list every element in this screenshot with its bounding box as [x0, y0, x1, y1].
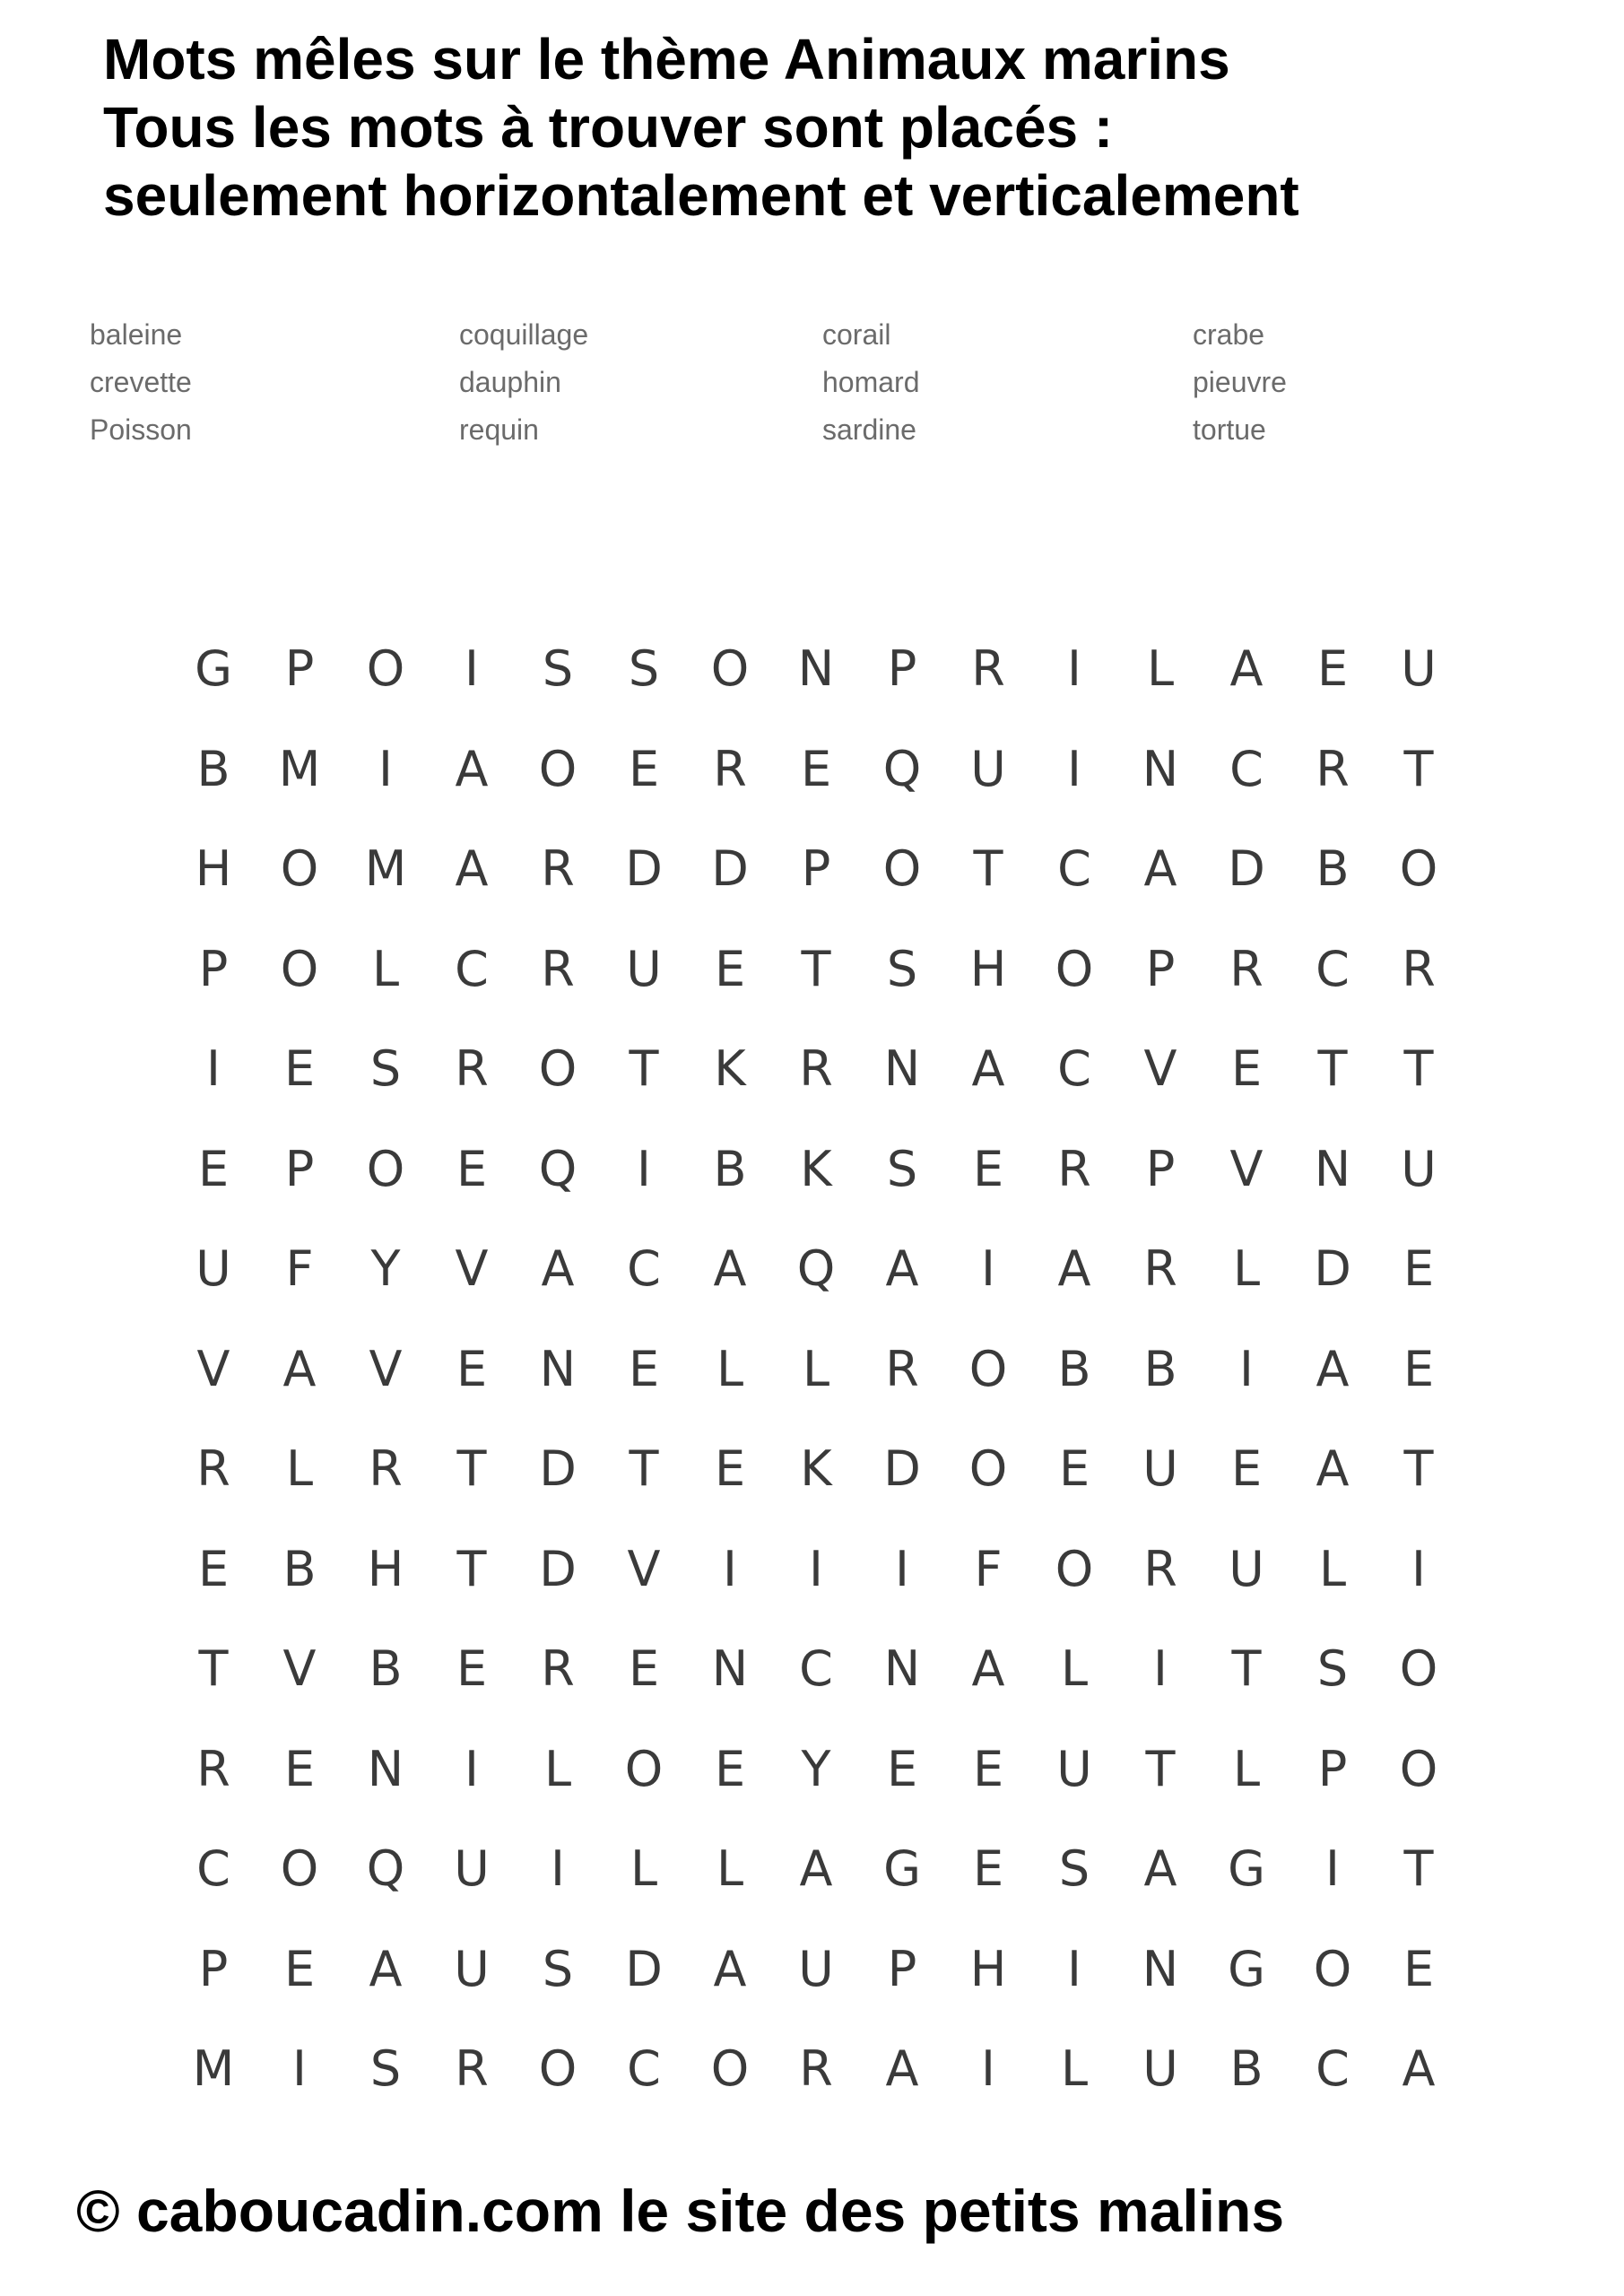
grid-letter[interactable]: B	[1229, 2040, 1264, 2098]
grid-letter[interactable]: O	[624, 1740, 664, 1797]
grid-letter[interactable]: O	[1399, 840, 1438, 898]
word-list-item: baleine	[90, 318, 183, 351]
grid-letter[interactable]: N	[1142, 1940, 1179, 1997]
grid-letter[interactable]: V	[627, 1540, 661, 1597]
letter-grid	[170, 619, 1462, 2119]
grid-letter[interactable]: A	[455, 740, 489, 797]
word-list-item: requin	[459, 413, 539, 446]
grid-letter[interactable]: C	[455, 940, 489, 997]
grid-letter[interactable]: R	[369, 1440, 403, 1498]
grid-letter[interactable]: U	[1229, 1540, 1264, 1597]
grid-letter[interactable]: A	[799, 1840, 833, 1898]
grid-letter[interactable]: O	[710, 2040, 750, 2098]
grid-letter[interactable]: T	[1403, 1840, 1434, 1898]
grid-letter[interactable]: A	[1316, 1340, 1350, 1397]
grid-letter[interactable]: R	[541, 940, 575, 997]
grid-letter[interactable]: L	[285, 1440, 314, 1498]
grid-letter[interactable]: L	[1232, 1740, 1261, 1797]
word-list-item: dauphin	[459, 366, 561, 398]
word-list-item: crabe	[1193, 318, 1265, 351]
grid-letter[interactable]: A	[1057, 1240, 1091, 1298]
grid-letter[interactable]: D	[539, 1440, 577, 1498]
grid-letter[interactable]: I	[1067, 640, 1081, 698]
grid-letter[interactable]: C	[627, 1240, 661, 1298]
grid-letter[interactable]: R	[799, 1040, 833, 1098]
grid-letter[interactable]: A	[369, 1940, 403, 1997]
grid-letter[interactable]: I	[637, 1140, 651, 1197]
grid-letter[interactable]: T	[801, 940, 831, 997]
grid-letter[interactable]: A	[455, 840, 489, 898]
grid-letter[interactable]: S	[1316, 1640, 1349, 1698]
grid-letter[interactable]: O	[968, 1440, 1008, 1498]
grid-letter[interactable]: S	[1058, 1840, 1090, 1898]
grid-letter[interactable]: T	[456, 1440, 487, 1498]
grid-letter[interactable]: T	[1145, 1740, 1176, 1797]
grid-letter[interactable]: V	[1229, 1140, 1264, 1197]
grid-letter[interactable]: T	[1317, 1040, 1348, 1098]
grid-letter[interactable]: R	[885, 1340, 919, 1397]
grid-letter[interactable]: R	[1057, 1140, 1091, 1197]
grid-letter[interactable]: S	[886, 940, 918, 997]
grid-letter[interactable]: C	[1057, 1040, 1091, 1098]
grid-letter[interactable]: O	[882, 840, 922, 898]
grid-letter[interactable]: A	[1229, 640, 1264, 698]
grid-letter[interactable]: L	[716, 1340, 744, 1397]
grid-letter[interactable]: C	[1229, 740, 1264, 797]
grid-letter[interactable]: B	[1143, 1340, 1177, 1397]
grid-letter[interactable]: I	[551, 1840, 565, 1898]
grid-letter[interactable]: Q	[366, 1840, 405, 1898]
grid-letter[interactable]: E	[628, 740, 660, 797]
grid-letter[interactable]: G	[883, 1840, 921, 1898]
grid-letter[interactable]: I	[1067, 740, 1081, 797]
grid-letter[interactable]: U	[1401, 1140, 1437, 1197]
instruction-line-1: Tous les mots à trouver sont placés :	[103, 95, 1114, 160]
grid-letter[interactable]: L	[716, 1840, 744, 1898]
grid-letter[interactable]: R	[971, 640, 1005, 698]
grid-letter[interactable]: U	[1142, 2040, 1178, 2098]
copyright-footer: © caboucadin.com le site des petits malins	[76, 2178, 1285, 2244]
grid-letter[interactable]: L	[802, 1340, 830, 1397]
grid-letter[interactable]: M	[192, 2040, 235, 2098]
grid-letter[interactable]: E	[1316, 640, 1349, 698]
word-list-item: sardine	[822, 413, 916, 446]
instruction-line-2: seulement horizontalement et verticalement	[103, 163, 1299, 228]
grid-letter[interactable]: O	[1055, 1540, 1094, 1597]
grid-letter[interactable]: B	[369, 1640, 403, 1698]
grid-letter[interactable]: O	[538, 1040, 578, 1098]
grid-letter[interactable]: L	[543, 1740, 572, 1797]
grid-letter[interactable]: N	[711, 1640, 749, 1698]
grid-letter[interactable]: Q	[538, 1140, 578, 1197]
grid-letter[interactable]: U	[1056, 1740, 1092, 1797]
word-list-item: crevette	[90, 366, 192, 398]
grid-letter[interactable]: P	[887, 640, 917, 698]
grid-letter[interactable]: B	[1316, 840, 1350, 898]
grid-letter[interactable]: C	[1057, 840, 1091, 898]
grid-letter[interactable]: U	[1401, 640, 1437, 698]
grid-letter[interactable]: D	[539, 1540, 577, 1597]
grid-letter[interactable]: I	[1239, 1340, 1254, 1397]
grid-letter[interactable]: O	[1055, 940, 1094, 997]
grid-letter[interactable]: E	[628, 1340, 660, 1397]
grid-letter[interactable]: T	[973, 840, 1003, 898]
grid-letter[interactable]: O	[280, 940, 319, 997]
grid-letter[interactable]: K	[800, 1440, 832, 1498]
grid-letter[interactable]: R	[1402, 940, 1436, 997]
grid-letter[interactable]: V	[282, 1640, 317, 1698]
grid-letter[interactable]: L	[1318, 1540, 1347, 1597]
grid-letter[interactable]: A	[282, 1340, 317, 1397]
grid-letter[interactable]: E	[283, 1740, 316, 1797]
grid-letter[interactable]: E	[886, 1740, 918, 1797]
title-line: Mots mêles sur le thème Animaux marins	[103, 27, 1230, 91]
grid-letter[interactable]: P	[198, 940, 229, 997]
grid-letter[interactable]: R	[541, 1640, 575, 1698]
grid-letter[interactable]: T	[1403, 740, 1434, 797]
grid-letter[interactable]: Q	[796, 1240, 836, 1298]
grid-letter[interactable]: L	[630, 1840, 658, 1898]
grid-letter[interactable]: O	[366, 640, 405, 698]
grid-letter[interactable]: A	[1316, 1440, 1350, 1498]
grid-letter[interactable]: P	[284, 640, 315, 698]
word-list-item: coquillage	[459, 318, 589, 351]
grid-letter[interactable]: I	[465, 1740, 479, 1797]
grid-letter[interactable]: E	[972, 1840, 1004, 1898]
grid-letter[interactable]: S	[542, 640, 574, 698]
grid-letter[interactable]: H	[969, 1940, 1007, 1997]
grid-letter[interactable]: E	[628, 1640, 660, 1698]
grid-letter[interactable]: R	[455, 1040, 489, 1098]
grid-letter[interactable]: S	[369, 1040, 402, 1098]
grid-letter[interactable]: E	[1403, 1340, 1435, 1397]
word-list-item: tortue	[1193, 413, 1266, 446]
grid-letter[interactable]: I	[1153, 1640, 1168, 1698]
grid-letter[interactable]: N	[883, 1640, 921, 1698]
grid-letter[interactable]: R	[713, 740, 747, 797]
grid-letter[interactable]: A	[541, 1240, 575, 1298]
grid-letter[interactable]: U	[798, 1940, 834, 1997]
grid-letter[interactable]: A	[1402, 2040, 1436, 2098]
grid-letter[interactable]: I	[1411, 1540, 1426, 1597]
grid-letter[interactable]: A	[885, 2040, 919, 2098]
grid-letter[interactable]: D	[625, 840, 663, 898]
grid-letter[interactable]: C	[627, 2040, 661, 2098]
grid-letter[interactable]: E	[283, 1040, 316, 1098]
grid-letter[interactable]: O	[538, 740, 578, 797]
grid-letter[interactable]: I	[809, 1540, 823, 1597]
grid-letter[interactable]: Y	[370, 1240, 401, 1298]
grid-letter[interactable]: A	[713, 1940, 747, 1997]
grid-letter[interactable]: A	[885, 1240, 919, 1298]
grid-letter[interactable]: F	[974, 1540, 1003, 1597]
grid-letter[interactable]: D	[1228, 840, 1265, 898]
grid-letter[interactable]: E	[1058, 1440, 1090, 1498]
grid-letter[interactable]: I	[1067, 1940, 1081, 1997]
grid-letter[interactable]: P	[801, 840, 831, 898]
grid-letter[interactable]: L	[371, 940, 400, 997]
grid-letter[interactable]: R	[196, 1440, 230, 1498]
grid-letter[interactable]: D	[625, 1940, 663, 1997]
grid-letter[interactable]: S	[628, 640, 660, 698]
grid-letter[interactable]: O	[1399, 1640, 1438, 1698]
grid-letter[interactable]: E	[972, 1740, 1004, 1797]
grid-letter[interactable]: E	[1403, 1240, 1435, 1298]
grid-letter[interactable]: I	[292, 2040, 307, 2098]
grid-letter[interactable]: Q	[882, 740, 922, 797]
grid-letter[interactable]: G	[195, 640, 232, 698]
grid-letter[interactable]: E	[1230, 1040, 1263, 1098]
grid-letter[interactable]: O	[710, 640, 750, 698]
grid-letter[interactable]: H	[367, 1540, 404, 1597]
grid-letter[interactable]: E	[197, 1540, 230, 1597]
grid-letter[interactable]: T	[1403, 1040, 1434, 1098]
grid-letter[interactable]: E	[456, 1340, 488, 1397]
grid-letter[interactable]: O	[280, 1840, 319, 1898]
worksheet-header	[103, 25, 1610, 230]
grid-letter[interactable]: V	[455, 1240, 489, 1298]
grid-letter[interactable]: A	[1143, 1840, 1177, 1898]
word-list-item: corail	[822, 318, 891, 351]
grid-letter[interactable]: R	[455, 2040, 489, 2098]
word-list-item: pieuvre	[1193, 366, 1287, 398]
grid-letter[interactable]: S	[886, 1140, 918, 1197]
grid-letter[interactable]: U	[970, 740, 1006, 797]
grid-letter[interactable]: I	[1325, 1840, 1340, 1898]
grid-letter[interactable]: C	[196, 1840, 230, 1898]
grid-letter[interactable]: B	[282, 1540, 317, 1597]
grid-letter[interactable]: N	[797, 640, 835, 698]
grid-letter[interactable]: P	[1145, 1140, 1176, 1197]
grid-letter[interactable]: G	[1228, 1940, 1265, 1997]
grid-letter[interactable]: U	[626, 940, 662, 997]
grid-letter[interactable]: I	[895, 1540, 909, 1597]
grid-letter[interactable]: O	[366, 1140, 405, 1197]
grid-letter[interactable]: A	[713, 1240, 747, 1298]
grid-letter[interactable]: U	[454, 1940, 490, 1997]
grid-letter[interactable]: N	[367, 1740, 404, 1797]
grid-letter[interactable]: H	[195, 840, 232, 898]
grid-letter[interactable]: C	[799, 1640, 833, 1698]
grid-letter[interactable]: L	[1060, 1640, 1089, 1698]
grid-letter[interactable]: G	[1228, 1840, 1265, 1898]
grid-letter[interactable]: Y	[801, 1740, 831, 1797]
grid-letter[interactable]: R	[1143, 1540, 1177, 1597]
grid-letter[interactable]: E	[714, 940, 746, 997]
grid-letter[interactable]: V	[369, 1340, 403, 1397]
grid-letter[interactable]: P	[198, 1940, 229, 1997]
grid-letter[interactable]: B	[196, 740, 230, 797]
grid-letter[interactable]: A	[971, 1640, 1005, 1698]
grid-letter[interactable]: R	[799, 2040, 833, 2098]
grid-letter[interactable]: N	[1314, 1140, 1351, 1197]
grid-letter[interactable]: T	[198, 1640, 229, 1698]
grid-letter[interactable]: C	[1316, 940, 1350, 997]
grid-letter[interactable]: O	[1399, 1740, 1438, 1797]
grid-letter[interactable]: P	[887, 1940, 917, 1997]
grid-letter[interactable]: U	[195, 1240, 231, 1298]
word-list-item: Poisson	[90, 413, 192, 446]
grid-letter[interactable]: T	[629, 1040, 659, 1098]
grid-letter[interactable]: O	[280, 840, 319, 898]
grid-letter[interactable]: P	[1317, 1740, 1348, 1797]
grid-letter[interactable]: T	[1403, 1440, 1434, 1498]
word-list	[90, 318, 1435, 471]
grid-letter[interactable]: E	[972, 1140, 1004, 1197]
grid-letter[interactable]: R	[1143, 1240, 1177, 1298]
grid-letter[interactable]: N	[539, 1340, 577, 1397]
grid-letter[interactable]: E	[197, 1140, 230, 1197]
grid-letter[interactable]: R	[1316, 740, 1350, 797]
grid-letter[interactable]: E	[456, 1140, 488, 1197]
grid-letter[interactable]: N	[1142, 740, 1179, 797]
grid-letter[interactable]: E	[800, 740, 832, 797]
grid-letter[interactable]: H	[969, 940, 1007, 997]
grid-letter[interactable]: T	[456, 1540, 487, 1597]
grid-letter[interactable]: N	[883, 1040, 921, 1098]
grid-letter[interactable]: I	[981, 1240, 995, 1298]
grid-letter[interactable]: R	[541, 840, 575, 898]
grid-letter[interactable]: D	[883, 1440, 921, 1498]
grid-letter[interactable]: I	[206, 1040, 221, 1098]
grid-letter[interactable]: I	[465, 640, 479, 698]
grid-letter[interactable]: C	[1316, 2040, 1350, 2098]
grid-letter[interactable]: E	[456, 1640, 488, 1698]
grid-letter[interactable]: U	[454, 1840, 490, 1898]
grid-letter[interactable]: L	[1146, 640, 1175, 698]
grid-letter[interactable]: R	[1229, 940, 1264, 997]
grid-letter[interactable]: M	[364, 840, 407, 898]
grid-letter[interactable]: P	[284, 1140, 315, 1197]
grid-letter[interactable]: I	[981, 2040, 995, 2098]
grid-letter[interactable]: V	[196, 1340, 230, 1397]
grid-letter[interactable]: T	[1231, 1640, 1262, 1698]
grid-letter[interactable]: B	[1057, 1340, 1091, 1397]
grid-letter[interactable]: O	[1313, 1940, 1352, 1997]
grid-letter[interactable]: T	[629, 1440, 659, 1498]
grid-letter[interactable]: B	[713, 1140, 747, 1197]
word-list-item: homard	[822, 366, 920, 398]
grid-letter[interactable]: O	[538, 2040, 578, 2098]
grid-letter[interactable]: L	[1232, 1240, 1261, 1298]
grid-letter[interactable]: A	[971, 1040, 1005, 1098]
grid-letter[interactable]: S	[542, 1940, 574, 1997]
grid-letter[interactable]: D	[711, 840, 749, 898]
grid-letter[interactable]: O	[968, 1340, 1008, 1397]
grid-letter[interactable]: E	[1230, 1440, 1263, 1498]
grid-letter[interactable]: M	[278, 740, 321, 797]
grid-letter[interactable]: P	[1145, 940, 1176, 997]
grid-letter[interactable]: R	[196, 1740, 230, 1797]
grid-letter[interactable]: V	[1143, 1040, 1177, 1098]
grid-letter[interactable]: D	[1314, 1240, 1351, 1298]
grid-letter[interactable]: E	[1403, 1940, 1435, 1997]
grid-letter[interactable]: K	[714, 1040, 746, 1098]
grid-letter[interactable]: A	[1143, 840, 1177, 898]
grid-letter[interactable]: E	[714, 1740, 746, 1797]
grid-letter[interactable]: S	[369, 2040, 402, 2098]
grid-letter[interactable]: L	[1060, 2040, 1089, 2098]
grid-letter[interactable]: E	[714, 1440, 746, 1498]
grid-letter[interactable]: E	[283, 1940, 316, 1997]
grid-letter[interactable]: U	[1142, 1440, 1178, 1498]
grid-letter[interactable]: F	[285, 1240, 314, 1298]
grid-letter[interactable]: I	[378, 740, 393, 797]
grid-letter[interactable]: K	[800, 1140, 832, 1197]
grid-letter[interactable]: I	[723, 1540, 737, 1597]
